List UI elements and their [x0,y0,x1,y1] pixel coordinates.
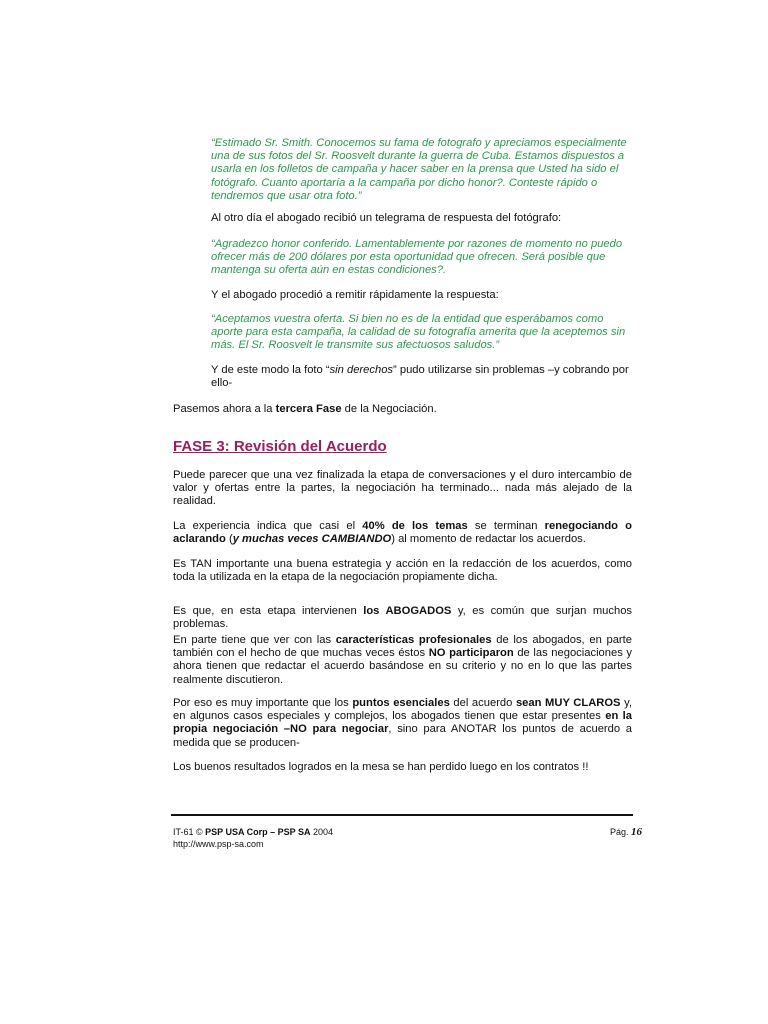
p5-d: NO participaron [428,647,514,660]
paragraph-conclusion: Los buenos resultados logrados en la mesa se han perdido luego en los contratos !! [173,761,589,773]
footer-url: http://www.psp-sa.com [173,839,264,849]
footer-page [610,826,642,838]
p2-b: 40% de los temas [362,520,468,532]
section-heading: FASE 3: Revisión del Acuerdo [173,438,387,455]
p6-a: Por eso es muy importante que los [173,697,353,709]
telegram-line: Al otro día el abogado recibió un telegrama de respuesta del fotógrafo: [211,212,562,224]
p2-e: ( [225,533,233,546]
quote-letter-smith: “Estimado Sr. Smith. Conocemos su fama de fotografo y apreciamos especialmente una de sus fotos del Sr. Roosvelt durante la guerra de Cuba. Estamos dispuestos a usarla en los folletos de campaña y hacer saber en la prensa que Usted ha sido el fotógrafo. Cuanto aportaría a la campaña por dicho honor?. Conteste rápido o tendremos que usar otra foto.” [211,137,627,202]
page-label: Pág. [610,827,632,837]
footer-credits [173,826,333,850]
p2-d: renegociando o aclarando [173,520,633,546]
p5-e: de las negociaciones y ahora tienen que redactar el acuerdo basándose en su criterio y no en lo que las partes realmente discutieron. [173,647,633,686]
page-number: 16 [631,826,643,838]
p6-e: y, en algunos casos especiales y complejos, los abogados tienen que estar presentes [173,697,632,723]
p2-f: y muchas veces CAMBIANDO [232,533,392,546]
photo-outcome-line [211,364,631,390]
next-phase-line [173,403,632,416]
p6-b: puntos esenciales [352,697,450,709]
paragraph-importance: Es TAN importante una buena estrategia y acción en la redacción de los acuerdos, como toda la utilizada en la etapa de la negociación propiamente dicha. [173,558,632,584]
photo-outcome-text-a: Y de este modo la foto “ [211,364,330,376]
next-phase-bold: tercera Fase [275,403,342,415]
p6-c: del acuerdo [449,697,516,709]
next-phase-text-a: Pasemos ahora a la [173,403,276,415]
p2-g: ) al momento de redactar los acuerdos. [391,533,586,546]
p2-c: se terminan [467,520,545,532]
quote-photographer-reply: “Agradezco honor conferido. Lamentablemente por razones de momento no puedo ofrecer más de 200 dólares por esta oportunidad que ofrecen. Será posible que mantenga su oferta aún en estas condiciones?. [211,238,623,277]
footer-code: IT-61 © [173,827,206,837]
p5-c: de los abogados, en parte también con el hecho de que muchas veces éstos [173,634,632,660]
remit-line: Y el abogado procedió a remitir rápidamente la respuesta: [211,289,499,301]
photo-outcome-emphasis: sin derechos [329,364,394,376]
p2-a: La experiencia indica que casi el [173,520,363,532]
p6-d: sean MUY CLAROS [515,697,621,709]
p5-b: características profesionales [335,634,492,646]
p5-a: En parte tiene que ver con las [173,634,336,646]
p4-c: y, es común que surjan muchos problemas. [173,605,633,631]
paragraph-experience [173,520,632,546]
paragraph-lawyers [173,605,632,631]
paragraph-characteristics [173,634,632,687]
p4-a: Es que, en esta etapa intervienen [173,605,364,617]
p4-b: los ABOGADOS [363,605,452,617]
footer-copyright [173,826,333,838]
photo-outcome-text-b: ” pudo utilizarse sin problemas –y cobrando por ello- [211,364,629,390]
p6-f: en la propia negociación –NO para negociar [173,710,633,736]
footer-company: PSP USA Corp – PSP SA [205,827,311,837]
footer-year: 2004 [310,827,334,837]
quote-acceptance: “Aceptamos vuestra oferta. Si bien no es de la entidad que esperábamos como aporte para esta campaña, la calidad de su fotografía amerita que la aceptemos sin más. El Sr. Roosvelt le transmite sus afectuosos saludos.” [211,313,626,352]
paragraph-key-points [173,697,632,750]
p6-g: , sino para ANOTAR los puntos de acuerdo a medida que se producen- [173,723,632,749]
footer-divider [171,814,633,816]
next-phase-text-c: de la Negociación. [341,403,437,415]
paragraph-intro: Puede parecer que una vez finalizada la etapa de conversaciones y el duro intercambio de valor y ofertas entre la partes, la negociación ha terminado... nada más alejado de la realidad. [173,469,632,508]
